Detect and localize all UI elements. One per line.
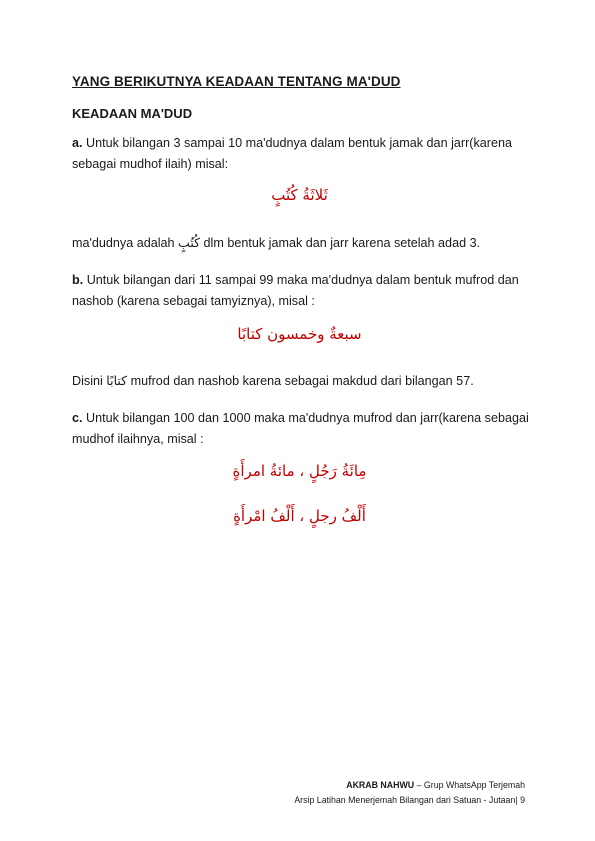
- note-b-arabic: كتابًا: [106, 373, 128, 388]
- paragraph-b: [72, 270, 532, 312]
- page-number: 9: [520, 795, 525, 805]
- footer-line-2: [294, 795, 525, 805]
- note-b-before: Disini: [72, 374, 107, 388]
- paragraph-c-text: Untuk bilangan 100 dan 1000 maka ma'dudnya mufrod dan jarr(karena sebagai mudhof ilaihnya, misal :: [72, 411, 529, 446]
- arabic-example-a: ثَلاثَةُ كُتُبٍ: [271, 186, 328, 204]
- item-marker-b: b.: [72, 273, 84, 287]
- footer-archive-title: Arsip Latihan Menerjemah Bilangan dari Satuan - Jutaan: [294, 795, 516, 805]
- arabic-example-c2: أَلْفُ رجلٍ ، أَلْفُ امْرأَةٍ: [233, 507, 366, 525]
- note-a-before: ma'dudnya adalah: [72, 236, 179, 250]
- note-b-after: mufrod dan nashob karena sebagai makdud dari bilangan 57.: [127, 374, 474, 388]
- note-b: [72, 370, 532, 392]
- paragraph-a: [72, 133, 532, 175]
- page-title: YANG BERIKUTNYA KEADAAN TENTANG MA'DUD: [72, 74, 401, 89]
- paragraph-c: [72, 408, 532, 450]
- item-marker-a: a.: [72, 136, 83, 150]
- arabic-example-c1: مِائَةُ رَجُلٍ ، مائةُ امرأَةٍ: [232, 462, 367, 480]
- note-a-arabic: كُتُبٍ: [178, 235, 201, 250]
- footer-brand: AKRAB NAHWU: [346, 780, 415, 790]
- footer-line-1: [346, 780, 525, 790]
- section-heading: KEADAAN MA'DUD: [72, 106, 193, 121]
- paragraph-b-text: Untuk bilangan dari 11 sampai 99 maka ma'dudnya dalam bentuk mufrod dan nashob (karena sebagai tamyiznya), misal :: [72, 273, 519, 308]
- footer-brand-rest: – Grup WhatsApp Terjemah: [414, 780, 525, 790]
- arabic-example-b: سبعةٌ وخمسون كتابًا: [237, 325, 362, 343]
- paragraph-a-text: Untuk bilangan 3 sampai 10 ma'dudnya dalam bentuk jamak dan jarr(karena sebagai mudhof ilaih) misal:: [72, 136, 512, 171]
- note-a-after: dlm bentuk jamak dan jarr karena setelah adad 3.: [200, 236, 481, 250]
- note-a: [72, 232, 532, 254]
- footer-page-separator: |: [515, 795, 521, 805]
- item-marker-c: c.: [72, 411, 83, 425]
